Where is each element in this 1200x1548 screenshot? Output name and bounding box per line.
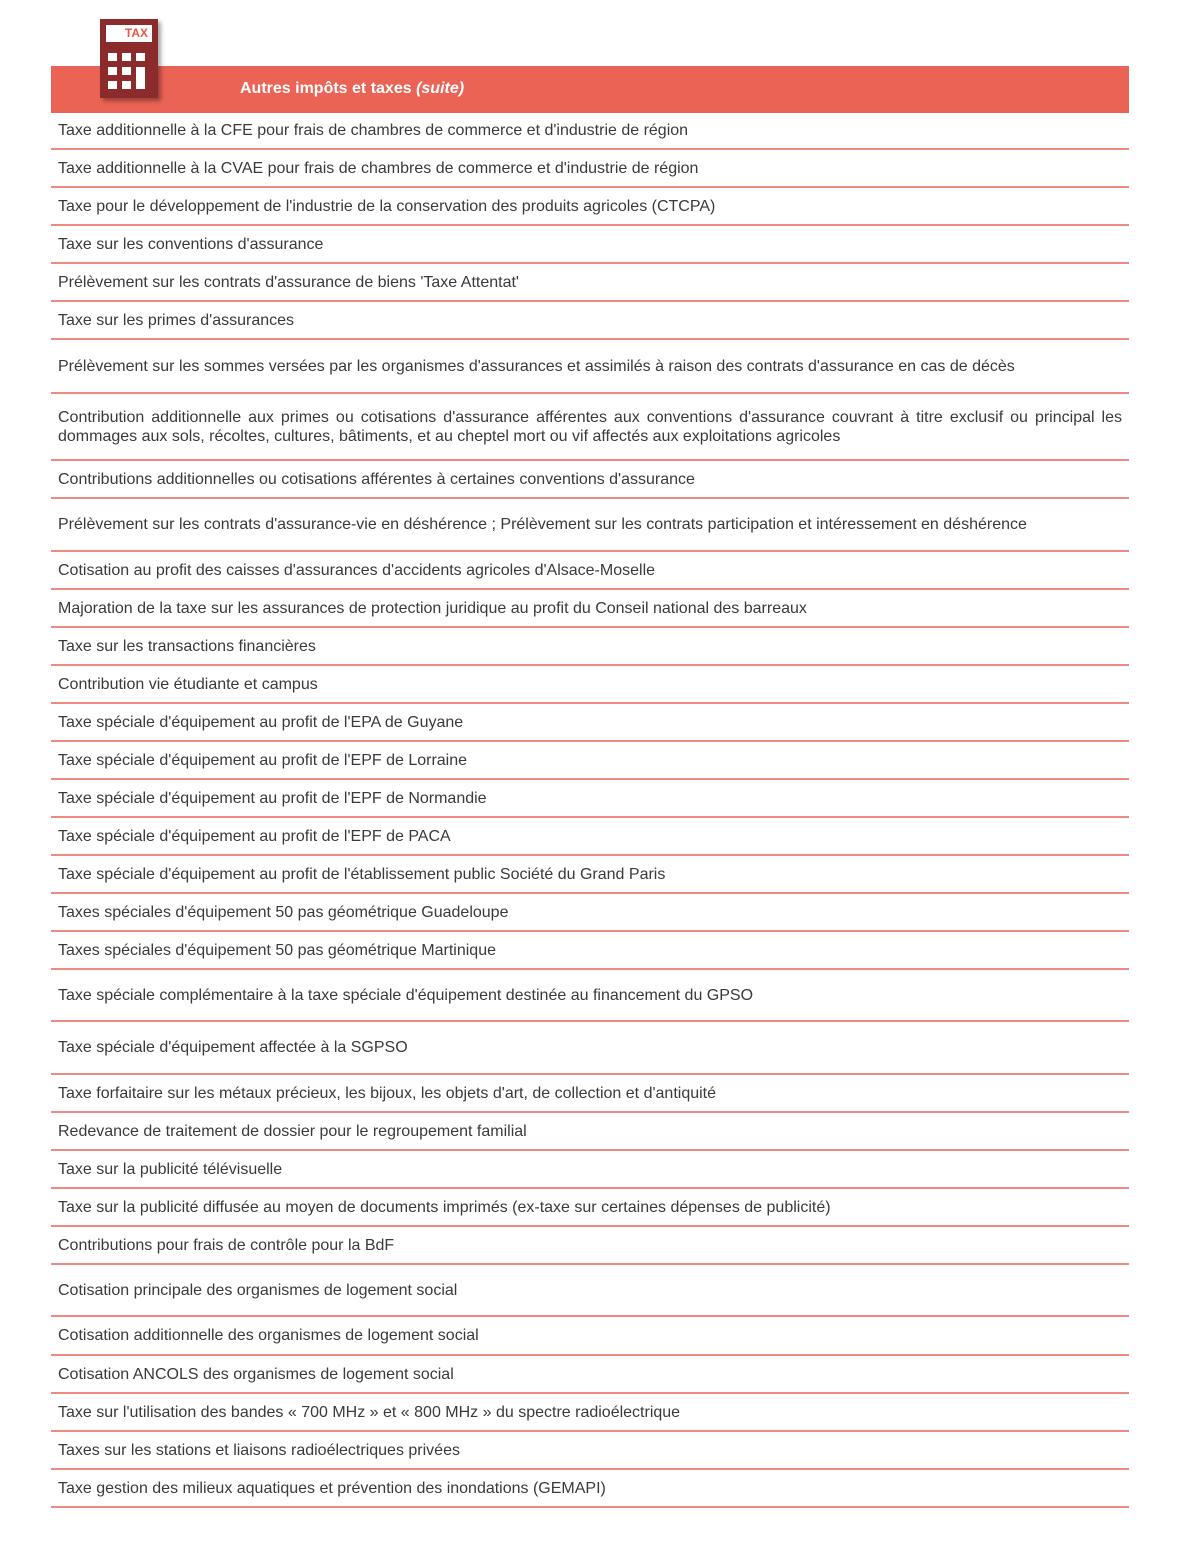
list-item — [51, 226, 1129, 264]
list-item — [51, 113, 1129, 150]
list-item-text: Taxe spéciale complémentaire à la taxe spéciale d'équipement destinée au financement du GPSO — [58, 986, 754, 1004]
list-item-text: Taxes spéciales d'équipement 50 pas géométrique Martinique — [58, 941, 496, 959]
section-header — [51, 66, 1129, 113]
list-item — [51, 742, 1129, 780]
list-item-text: Taxe sur les conventions d'assurance — [58, 235, 324, 253]
list-item — [51, 302, 1129, 340]
tax-calculator-icon — [100, 19, 158, 98]
list-item — [51, 461, 1129, 499]
list-item — [51, 188, 1129, 226]
list-item — [51, 590, 1129, 628]
list-item — [51, 1317, 1129, 1356]
list-item — [51, 970, 1129, 1022]
list-item-text: Contributions additionnelles ou cotisations afférentes à certaines conventions d'assurance — [58, 470, 695, 488]
list-item-text: Contributions pour frais de contrôle pour la BdF — [58, 1236, 395, 1254]
list-item-text: Taxe spéciale d'équipement au profit de l'EPF de Normandie — [58, 789, 487, 807]
list-item-text: Taxe spéciale d'équipement au profit de l'établissement public Société du Grand Paris — [58, 865, 666, 883]
list-item-text: Taxe spéciale d'équipement au profit de l'EPA de Guyane — [58, 713, 464, 731]
list-item — [51, 394, 1129, 461]
list-item — [51, 856, 1129, 894]
list-item-text: Cotisation additionnelle des organismes de logement social — [58, 1327, 479, 1344]
list-item — [51, 932, 1129, 970]
list-item-text: Taxe spéciale d'équipement affectée à la SGPSO — [58, 1039, 408, 1056]
list-item — [51, 1470, 1129, 1508]
list-item-text: Majoration de la taxe sur les assurances de protection juridique au profit du Conseil national des barreaux — [58, 599, 807, 617]
list-item-text: Prélèvement sur les contrats d'assurance de biens 'Taxe Attentat' — [58, 273, 519, 291]
list-item — [51, 552, 1129, 590]
list-item-text: Taxe forfaitaire sur les métaux précieux, les bijoux, les objets d'art, de collection et d'antiquité — [58, 1084, 717, 1102]
list-item — [51, 704, 1129, 742]
list-item-text: Contribution additionnelle aux primes ou cotisations d'assurance afférentes aux conventions d'assurance couvrant à titre exclusif ou principal les dommages aux sols, récoltes, cultures, bâtiments, et au cheptel mort ou vif affectés aux exploitations agricoles — [58, 408, 1122, 445]
list-item — [51, 818, 1129, 856]
list-item-text: Cotisation au profit des caisses d'assurances d'accidents agricoles d'Alsace-Moselle — [58, 561, 656, 579]
list-item-text: Cotisation ANCOLS des organismes de logement social — [58, 1365, 454, 1383]
list-item — [51, 1265, 1129, 1317]
list-item — [51, 1394, 1129, 1432]
section-title: Autres impôts et taxes (suite) — [240, 80, 465, 97]
list-item — [51, 780, 1129, 818]
list-item-text: Taxe additionnelle à la CVAE pour frais de chambres de commerce et d'industrie de région — [58, 159, 699, 177]
list-item — [51, 264, 1129, 302]
list-item-text: Taxe gestion des milieux aquatiques et prévention des inondations (GEMAPI) — [58, 1479, 606, 1497]
list-item — [51, 340, 1129, 394]
list-item — [51, 1227, 1129, 1265]
list-item — [51, 1356, 1129, 1394]
list-item-text: Taxe spéciale d'équipement au profit de l'EPF de Lorraine — [58, 751, 468, 769]
list-item-text: Taxe pour le développement de l'industrie de la conservation des produits agricoles (CTCPA) — [58, 197, 716, 215]
list-item — [51, 1151, 1129, 1189]
list-item — [51, 499, 1129, 552]
list-item-text: Contribution vie étudiante et campus — [58, 675, 318, 693]
list-item — [51, 1022, 1129, 1075]
list-item-text: Taxes spéciales d'équipement 50 pas géométrique Guadeloupe — [58, 903, 509, 921]
list-item-text: Taxe sur la publicité diffusée au moyen de documents imprimés (ex-taxe sur certaines dépenses de publicité) — [58, 1198, 831, 1216]
list-item — [51, 894, 1129, 932]
list-item — [51, 150, 1129, 188]
list-item-text: Prélèvement sur les contrats d'assurance-vie en déshérence ; Prélèvement sur les contrats participation et intéressement en déshérence — [58, 516, 1027, 533]
list-item — [51, 1189, 1129, 1227]
list-item — [51, 1432, 1129, 1470]
list-item-text: Taxe spéciale d'équipement au profit de l'EPF de PACA — [58, 827, 451, 845]
list-item-text: Taxe sur la publicité télévisuelle — [58, 1160, 283, 1178]
list-item-text: Taxe sur les primes d'assurances — [58, 311, 295, 329]
list-item — [51, 628, 1129, 666]
list-item-text: Cotisation principale des organismes de logement social — [58, 1281, 458, 1299]
list-item — [51, 1113, 1129, 1151]
list-item-text: Redevance de traitement de dossier pour le regroupement familial — [58, 1122, 527, 1140]
list-item-text: Taxe sur les transactions financières — [58, 637, 316, 655]
list-item — [51, 666, 1129, 704]
list-item-text: Taxe additionnelle à la CFE pour frais de chambres de commerce et d'industrie de région — [58, 122, 689, 139]
list-item-text: Prélèvement sur les sommes versées par les organismes d'assurances et assimilés à raison des contrats d'assurance en cas de décès — [58, 357, 1015, 375]
tax-label: TAX — [106, 25, 152, 42]
list-item-text: Taxes sur les stations et liaisons radioélectriques privées — [58, 1441, 460, 1459]
tax-list — [51, 113, 1129, 1508]
list-item — [51, 1075, 1129, 1113]
list-item-text: Taxe sur l'utilisation des bandes « 700 MHz » et « 800 MHz » du spectre radioélectrique — [58, 1403, 681, 1421]
